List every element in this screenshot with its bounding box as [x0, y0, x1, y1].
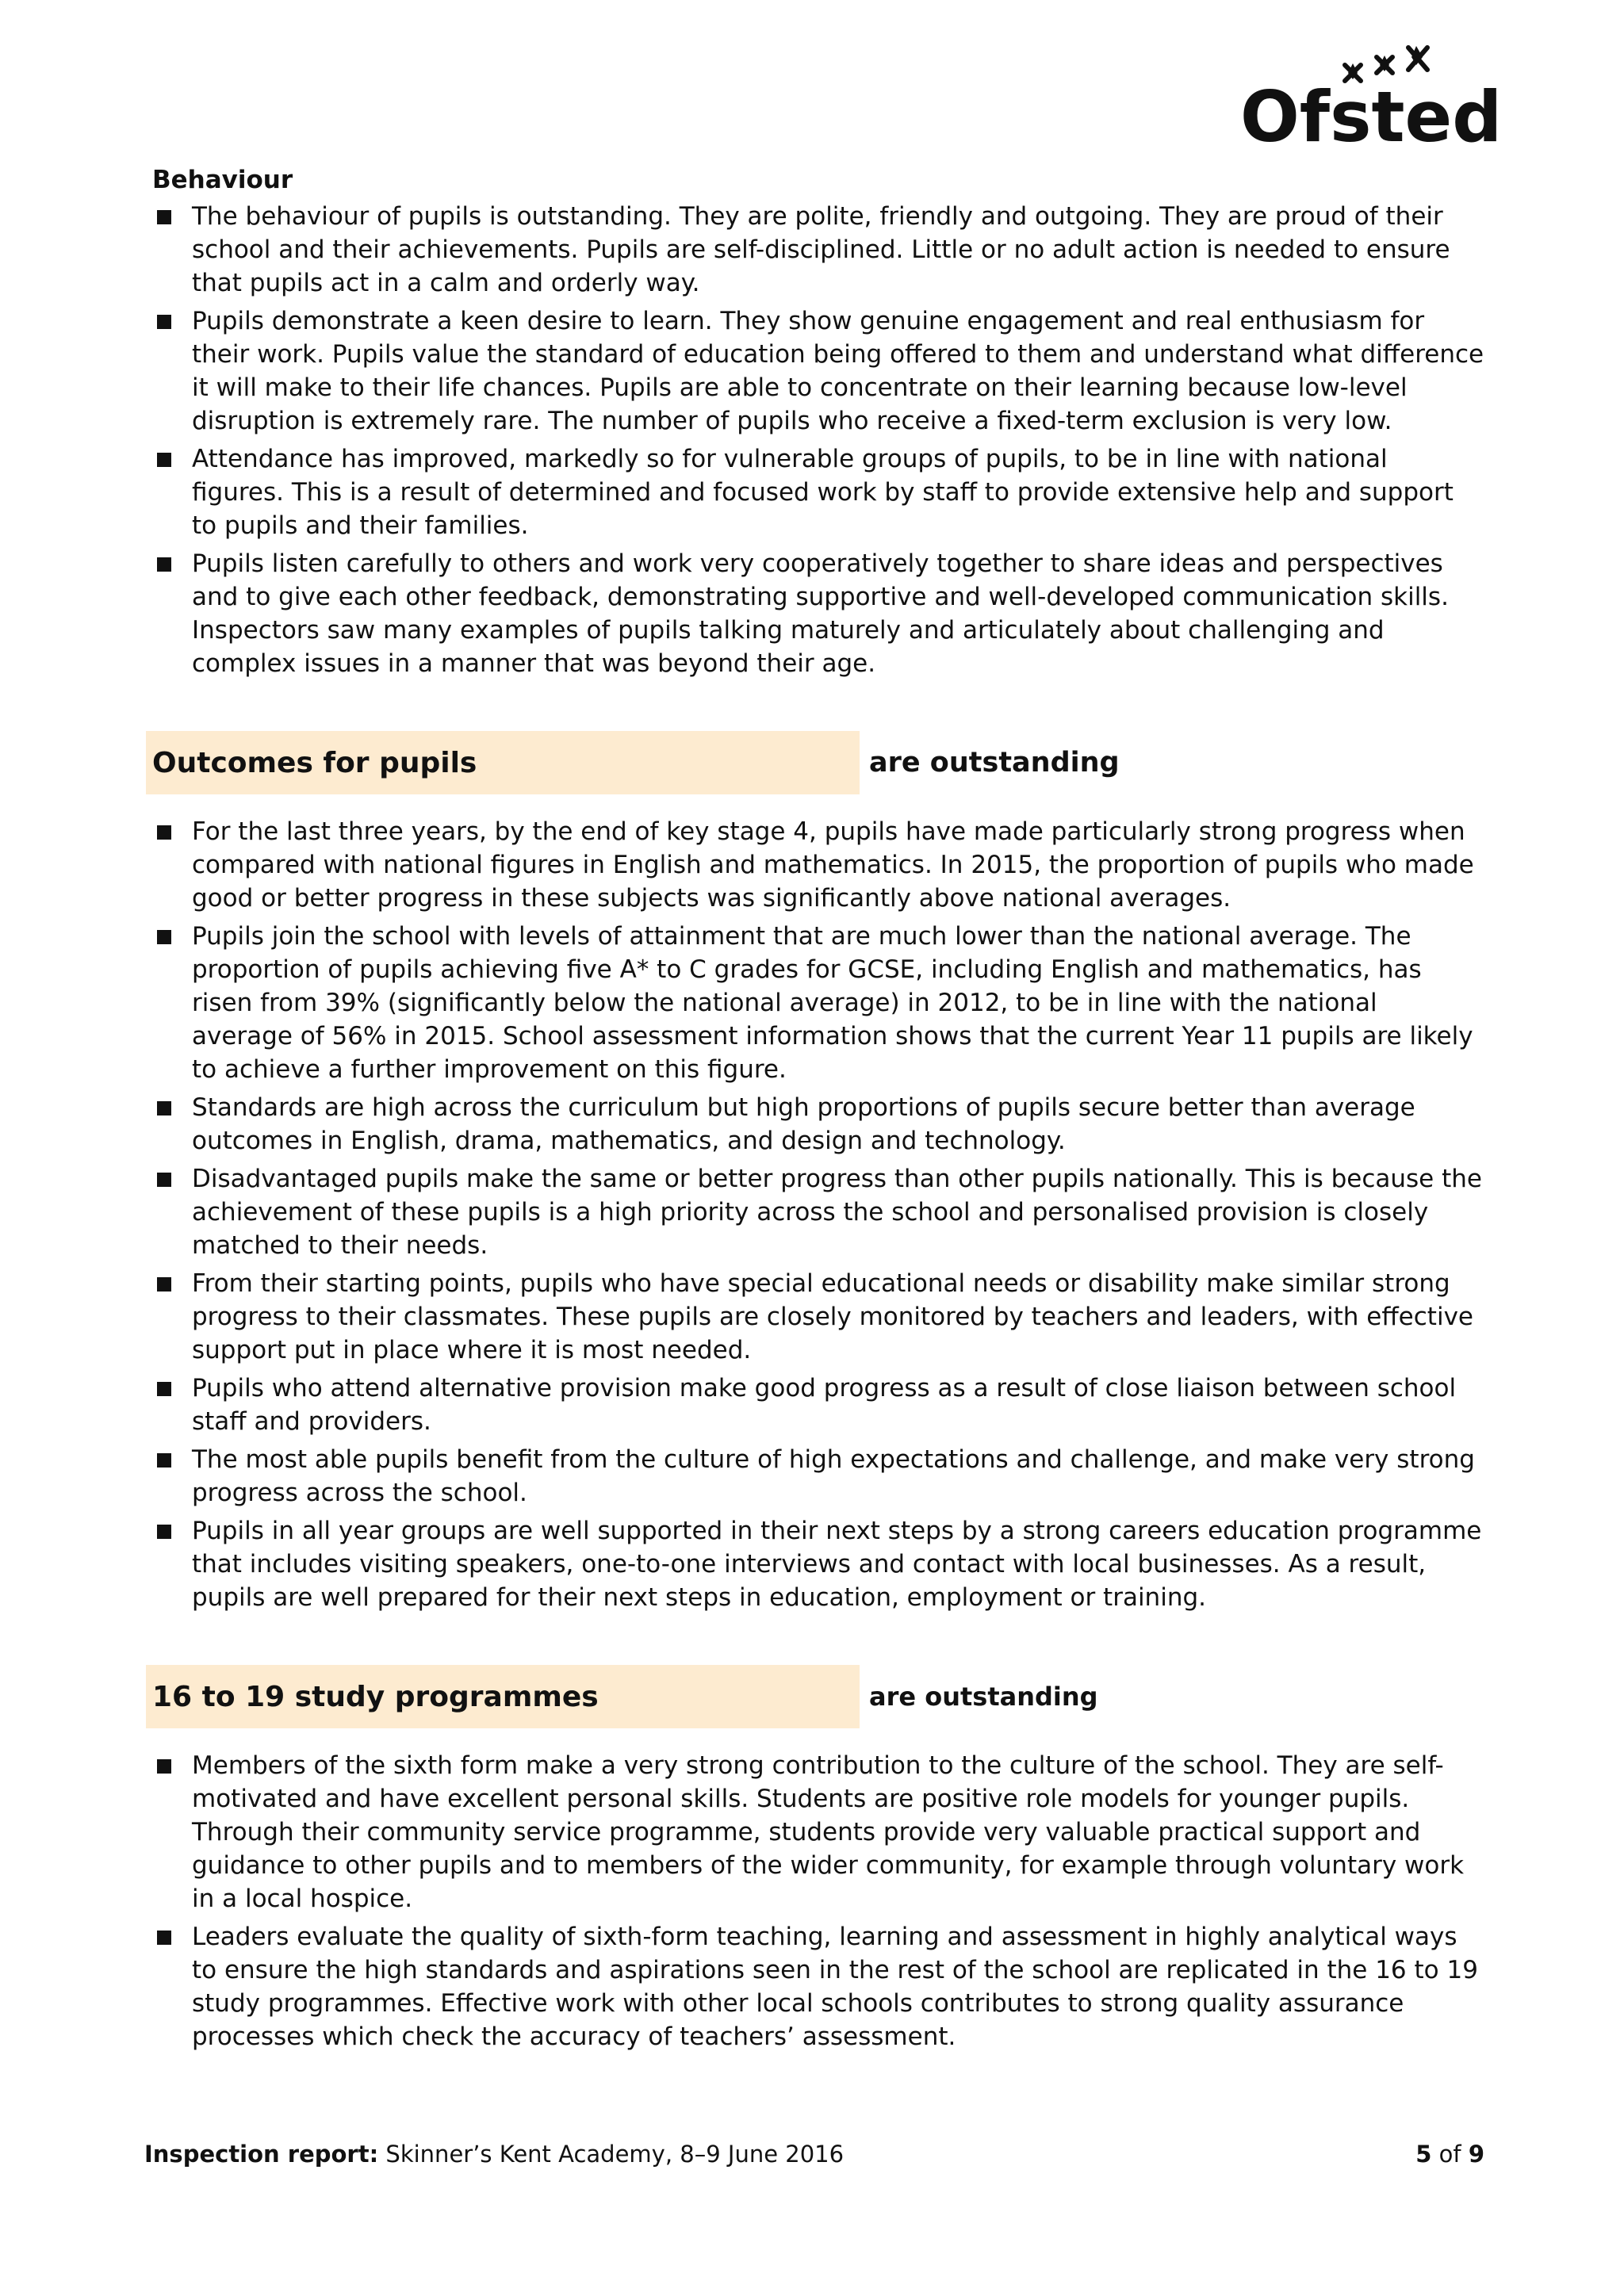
list-item: Pupils demonstrate a keen desire to learn. They show genuine engagement and real enthusiasm for their work. Pupils value the standard of education being offered to them and understand what difference it will make to their life chances. Pupils are able to concentrate on their learning because low-level disruption is extremely rare. The number of pupils who receive a fixed-term exclusion is very low. [152, 304, 1484, 438]
list-item: The behaviour of pupils is outstanding. They are polite, friendly and outgoing. They are proud of their school and their achievements. Pupils are self-disciplined. Little or no adult action is needed to ensure that pupils act in a calm and orderly way. [152, 200, 1484, 300]
outcomes-grade: are outstanding [869, 747, 1120, 779]
study-title: 16 to 19 study programmes [152, 1680, 599, 1713]
list-item: For the last three years, by the end of key stage 4, pupils have made particularly strong progress when compared with national figures in English and mathematics. In 2015, the proportion of pupils who made good or better progress in these subjects was significantly above national averages. [152, 815, 1484, 915]
ofsted-logo-text: Ofsted [1240, 76, 1503, 158]
list-item: Disadvantaged pupils make the same or better progress than other pupils nationally. This is because the achievement of these pupils is a high priority across the school and personalised provision is closely matched to their needs. [152, 1162, 1484, 1262]
list-item: From their starting points, pupils who have special educational needs or disability make similar strong progress to their classmates. These pupils are closely monitored by teachers and leaders, with effective support put in place where it is most needed. [152, 1267, 1484, 1367]
behaviour-list [152, 200, 1484, 680]
footer-label: Inspection report: [144, 2141, 379, 2168]
list-item: Attendance has improved, markedly so for vulnerable groups of pupils, to be in line with national figures. This is a result of determined and focused work by staff to provide extensive help and support to pupils and their families. [152, 442, 1484, 542]
footer-report-info [144, 2141, 844, 2168]
page-footer [144, 2141, 1484, 2168]
study-list [152, 1749, 1484, 2053]
page-of: of [1438, 2141, 1461, 2168]
outcomes-section-header [152, 731, 1484, 794]
behaviour-heading: Behaviour [152, 166, 293, 194]
page-content [152, 163, 1484, 2058]
footer-text: Skinner’s Kent Academy, 8–9 June 2016 [385, 2141, 845, 2168]
list-item: Members of the sixth form make a very strong contribution to the culture of the school. They are self-motivated and have excellent personal skills. Students are positive role models for younger pupils. Through their community service programme, students provide very valuable practical support and guidance to other pupils and to members of the wider community, for example through voluntary work in a local hospice. [152, 1749, 1484, 1915]
study-grade: are outstanding [869, 1682, 1098, 1712]
outcomes-list [152, 815, 1484, 1614]
list-item: Pupils listen carefully to others and work very cooperatively together to share ideas and perspectives and to give each other feedback, demonstrating supportive and well-developed communication skills. Inspectors saw many examples of pupils talking maturely and articulately about challenging and complex issues in a manner that was beyond their age. [152, 547, 1484, 680]
list-item: Pupils in all year groups are well supported in their next steps by a strong careers education programme that includes visiting speakers, one-to-one interviews and contact with local businesses. As a result, pupils are well prepared for their next steps in education, employment or training. [152, 1514, 1484, 1614]
ofsted-logo-icon [1237, 24, 1503, 158]
list-item: Standards are high across the curriculum but high proportions of pupils secure better than average outcomes in English, drama, mathematics, and design and technology. [152, 1091, 1484, 1158]
study-title-box [146, 1665, 860, 1728]
list-item: The most able pupils benefit from the culture of high expectations and challenge, and make very strong progress across the school. [152, 1443, 1484, 1510]
ofsted-logo [1237, 24, 1503, 158]
list-item: Pupils who attend alternative provision make good progress as a result of close liaison between school staff and providers. [152, 1372, 1484, 1438]
outcomes-title-box [146, 731, 860, 794]
outcomes-title: Outcomes for pupils [152, 746, 477, 779]
page-number [1415, 2141, 1484, 2168]
page-total: 9 [1468, 2141, 1484, 2168]
study-section-header [152, 1665, 1484, 1728]
list-item: Pupils join the school with levels of attainment that are much lower than the national average. The proportion of pupils achieving five A* to C grades for GCSE, including English and mathematics, has risen from 39% (significantly below the national average) in 2012, to be in line with the national average of 56% in 2015. School assessment information shows that the current Year 11 pupils are likely to achieve a further improvement on this figure. [152, 920, 1484, 1086]
list-item: Leaders evaluate the quality of sixth-form teaching, learning and assessment in highly analytical ways to ensure the high standards and aspirations seen in the rest of the school are replicated in the 16 to 19 study programmes. Effective work with other local schools contributes to strong quality assurance processes which check the accuracy of teachers’ assessment. [152, 1920, 1484, 2053]
page-current: 5 [1415, 2141, 1432, 2168]
